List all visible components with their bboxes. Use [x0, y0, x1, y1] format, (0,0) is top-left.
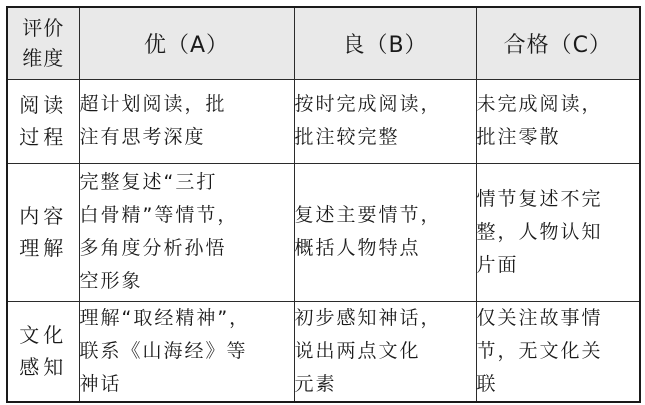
- table-row-reading-process: [7, 79, 640, 163]
- cell-content-good: [294, 163, 476, 301]
- cell-text-line: 初步感知神话，: [294, 306, 442, 329]
- cell-text-line: 多角度分析孙悟: [79, 237, 227, 259]
- cell-text-line: 注有思考深度: [79, 126, 206, 148]
- cell-culture-excellent: [79, 301, 294, 402]
- corner-header: [7, 7, 79, 79]
- header-row: [7, 7, 640, 79]
- dimension-label-line: 理解: [19, 236, 68, 260]
- column-header-good: 良（B）: [294, 7, 476, 79]
- cell-text-line: 概括人物特点: [294, 237, 421, 259]
- cell-text-line: 仅关注故事情: [476, 306, 603, 329]
- cell-reading-pass: [476, 79, 640, 163]
- cell-content-pass: [476, 163, 640, 301]
- dimension-cell-reading-process: [7, 79, 79, 163]
- cell-text-line: 未完成阅读，: [476, 93, 603, 115]
- dimension-label-line: 内容: [19, 204, 68, 228]
- cell-culture-good: [294, 301, 476, 402]
- rubric-table-container: [6, 6, 639, 399]
- cell-text-line: 元素: [294, 372, 337, 395]
- dimension-label-line: 阅读: [19, 93, 68, 117]
- cell-text-line: 联: [476, 372, 498, 395]
- cell-text-line: 白骨精”等情节，: [79, 204, 239, 226]
- cell-text-line: 批注较完整: [294, 126, 400, 148]
- cell-reading-good: [294, 79, 476, 163]
- dimension-label-line: 文化: [19, 323, 68, 347]
- dimension-label-line: 感知: [19, 355, 68, 379]
- cell-text-line: 片面: [476, 253, 519, 276]
- cell-text-line: 说出两点文化: [294, 339, 421, 362]
- corner-header-line-1: 评价: [22, 16, 65, 41]
- table-row-cultural-perception: [7, 301, 640, 402]
- dimension-label-line: 过程: [19, 125, 68, 149]
- column-header-excellent: 优（A）: [79, 7, 294, 79]
- cell-text-line: 节，无文化关: [476, 339, 603, 362]
- cell-culture-pass: [476, 301, 640, 402]
- cell-text-line: 完整复述“三打: [79, 171, 218, 193]
- cell-text-line: 理解“取经精神”，: [79, 306, 251, 329]
- cell-text-line: 复述主要情节，: [294, 204, 442, 226]
- dimension-cell-content-understanding: [7, 163, 79, 301]
- cell-text-line: 超计划阅读，批: [79, 93, 227, 115]
- cell-text-line: 联系《山海经》等: [79, 339, 248, 362]
- cell-text-line: 神话: [79, 372, 122, 395]
- cell-text-line: 整，人物认知: [476, 220, 603, 243]
- cell-reading-excellent: [79, 79, 294, 163]
- dimension-cell-cultural-perception: [7, 301, 79, 402]
- cell-text-line: 情节复述不完: [476, 187, 603, 210]
- corner-header-line-2: 维度: [22, 46, 65, 71]
- cell-text-line: 空形象: [79, 270, 143, 292]
- cell-text-line: 批注零散: [476, 126, 561, 148]
- cell-text-line: 按时完成阅读，: [294, 93, 442, 115]
- table-row-content-understanding: [7, 163, 640, 301]
- evaluation-rubric-table: [6, 6, 641, 403]
- column-header-pass: 合格（C）: [476, 7, 640, 79]
- cell-content-excellent: [79, 163, 294, 301]
